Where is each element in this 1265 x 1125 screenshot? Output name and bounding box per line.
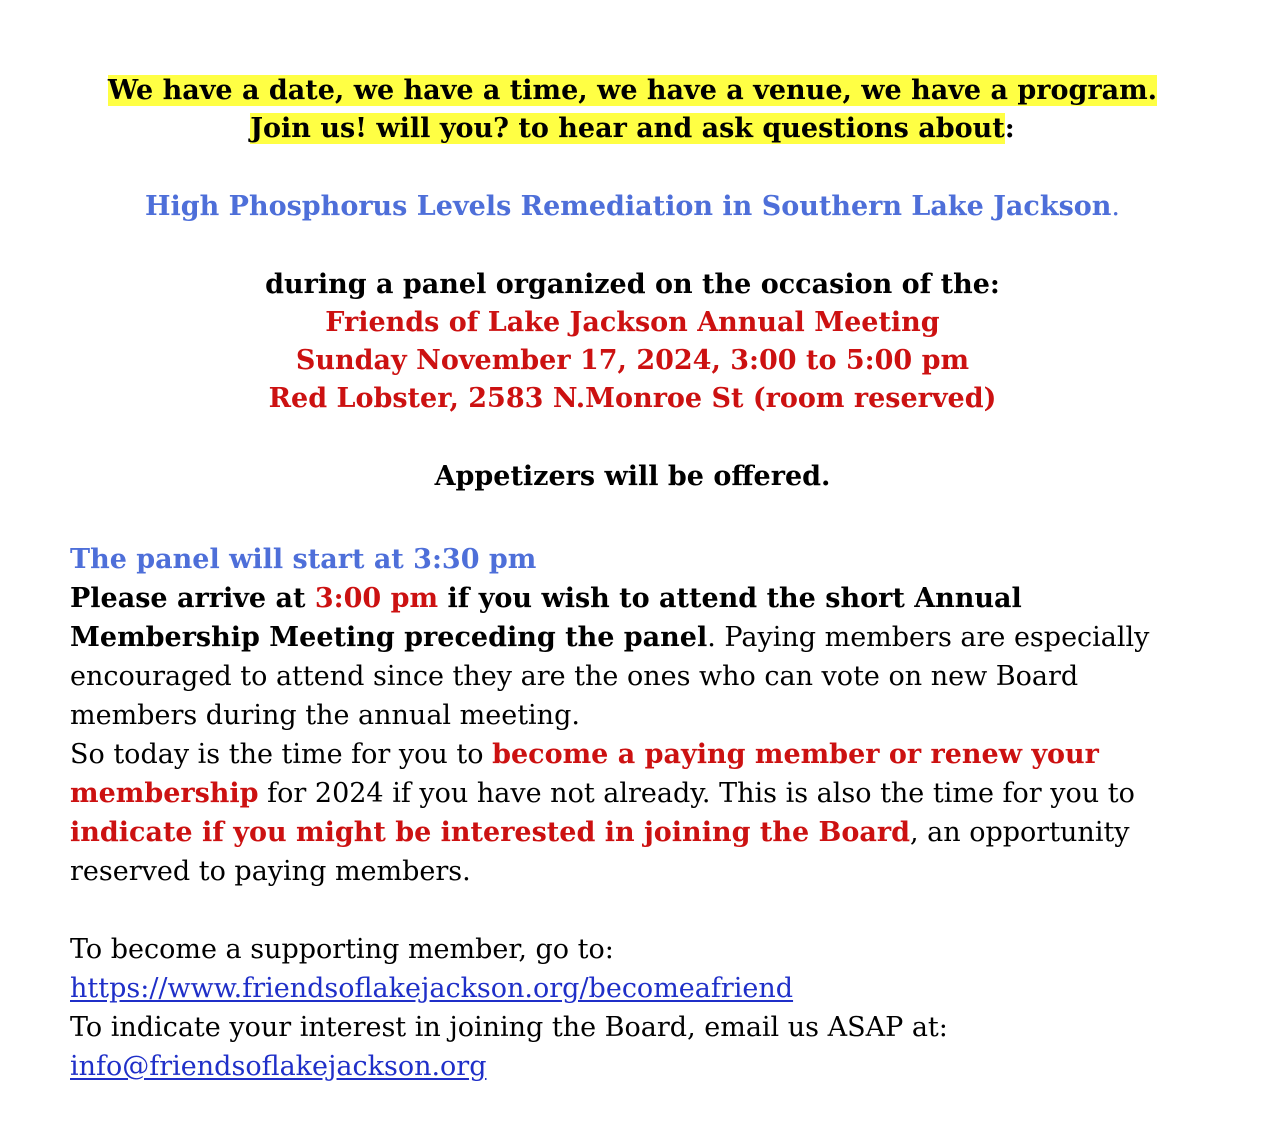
board-label: To indicate your interest in joining the Board, email us ASAP at:: [70, 1012, 948, 1043]
topic-period: .: [1111, 191, 1121, 222]
membership-callout: become a paying member or renew your membership: [70, 739, 1099, 809]
intro-line-2: [0, 110, 1265, 148]
event-name: Friends of Lake Jackson Annual Meeting: [325, 307, 940, 338]
panel-details: [70, 540, 1210, 891]
intro-colon: :: [1004, 113, 1015, 144]
topic-title: [0, 188, 1265, 226]
intro-line-1: [0, 72, 1265, 110]
email-link-row: [70, 1047, 1210, 1086]
event-venue: Red Lobster, 2583 N.Monroe St (room reserved): [268, 383, 997, 414]
panel-start: The panel will start at 3:30 pm: [70, 544, 537, 575]
event-datetime: Sunday November 17, 2024, 3:00 to 5:00 pm: [295, 345, 970, 376]
intro-highlight-1: We have a date, we have a time, we have a venue, we have a program.: [107, 75, 1158, 106]
member-link-row: [70, 969, 1210, 1008]
arrive-time: 3:00 pm: [314, 583, 439, 614]
panel-paragraph: [70, 579, 1210, 735]
member-label: To become a supporting member, go to:: [70, 934, 614, 965]
header-block: [0, 72, 1265, 496]
spacer: [0, 418, 1265, 458]
membership-paragraph: [70, 735, 1210, 891]
today-mid: for 2024 if you have not already. This is also the time for you to: [258, 778, 1135, 809]
board-suffix: , an opportunity reserved to paying members.: [70, 817, 1130, 887]
board-callout: indicate if you might be interested in joining the Board: [70, 817, 910, 848]
spacer: [0, 148, 1265, 188]
topic-title-text: High Phosphorus Levels Remediation in Southern Lake Jackson: [144, 191, 1112, 222]
today-prefix: So today is the time for you to: [70, 739, 493, 770]
appetizers-note: Appetizers will be offered.: [434, 461, 831, 492]
spacer: [0, 226, 1265, 266]
contact-block: [70, 930, 1210, 1086]
paragraph-rest: . Paying members are especially encouraged to attend since they are the ones who can vote on new Board members during the annual meeting.: [70, 622, 1150, 731]
become-a-friend-link[interactable]: https://www.friendsoflakejackson.org/becomeafriend: [70, 973, 794, 1004]
intro-highlight-2: Join us! will you? to hear and ask questions about: [250, 113, 1005, 144]
arrive-prefix: Please arrive at: [70, 583, 315, 614]
email-link[interactable]: info@friendsoflakejackson.org: [70, 1051, 487, 1082]
arrive-suffix: if you wish to attend the short Annual Membership Meeting preceding the panel: [70, 583, 1022, 653]
event-lead: during a panel organized on the occasion of the:: [265, 269, 1000, 300]
